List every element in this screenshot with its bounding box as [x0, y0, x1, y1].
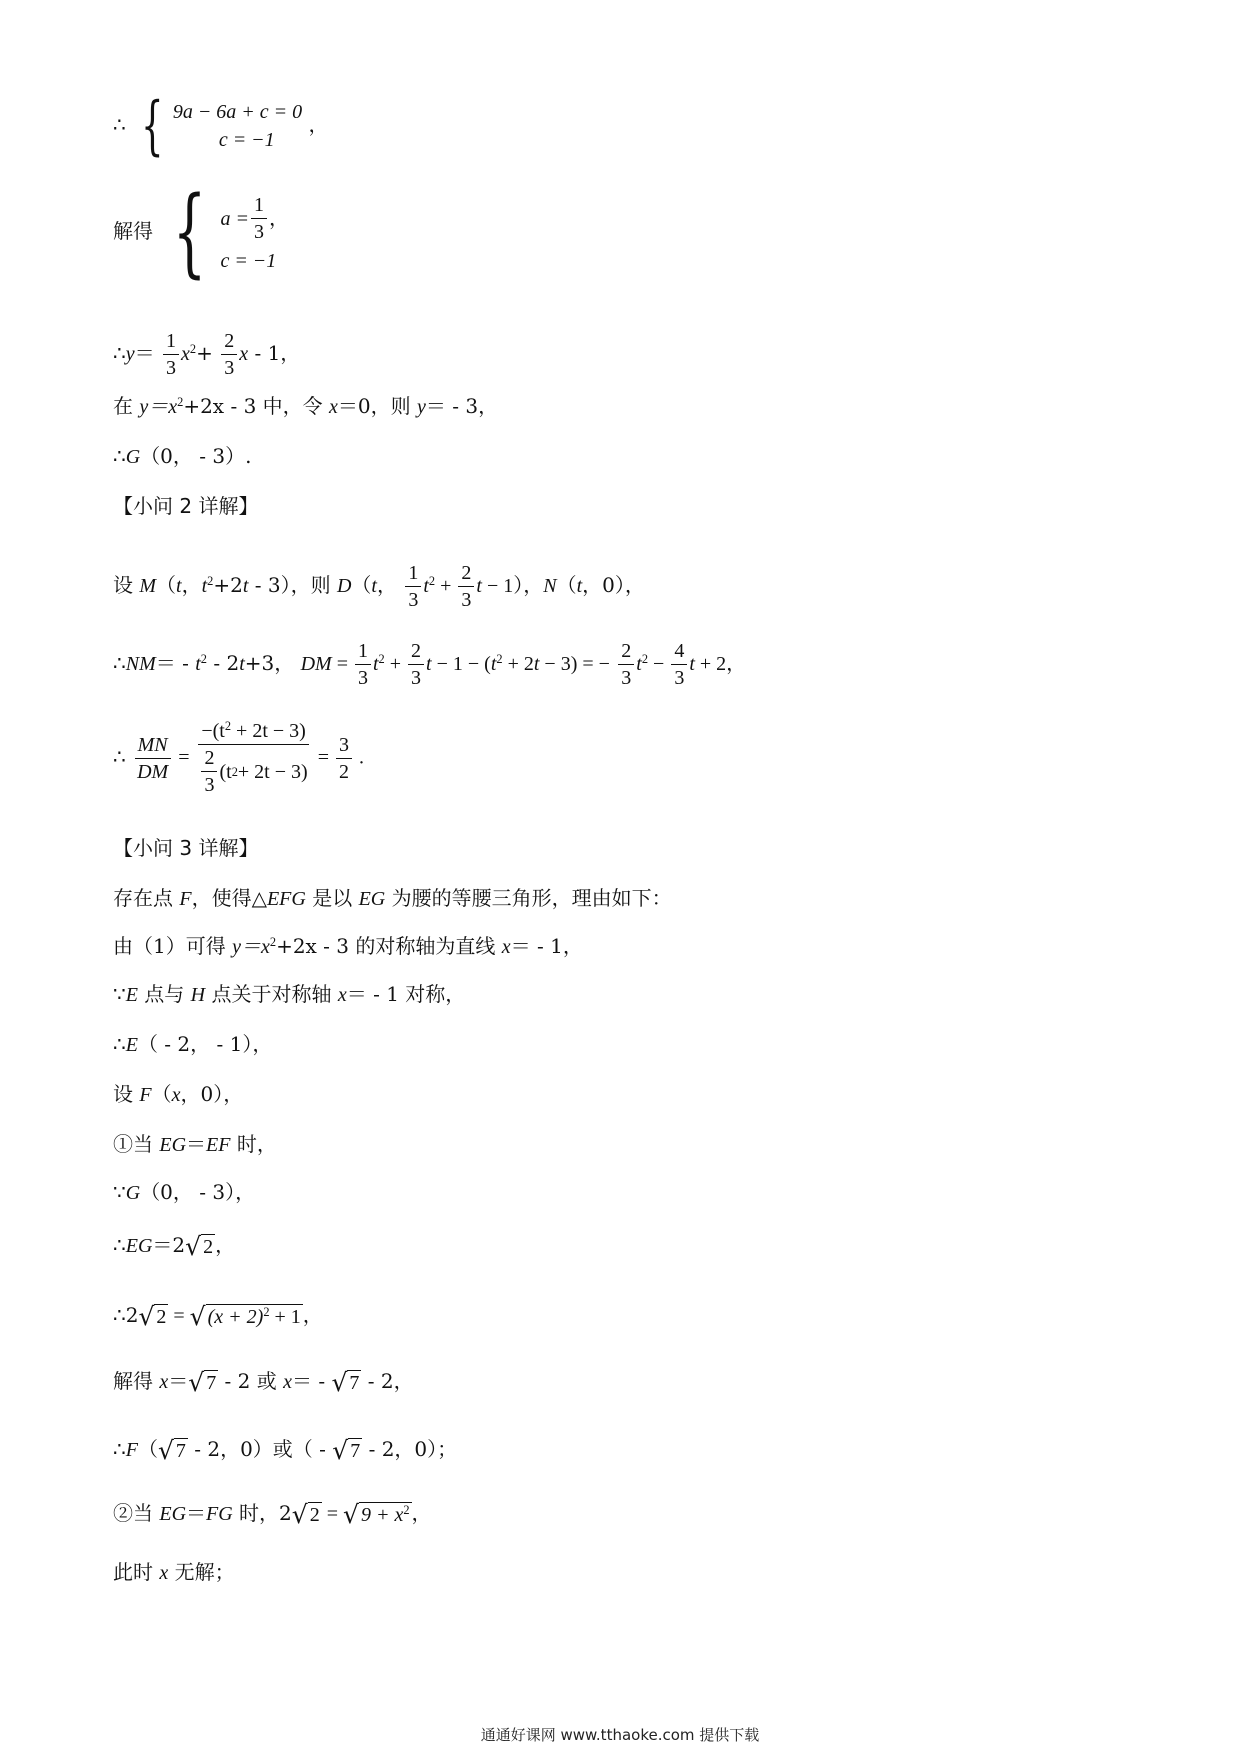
- text: 时，2: [232, 1501, 292, 1525]
- text: 9 + x: [360, 1504, 404, 1526]
- denominator: 3: [165, 357, 176, 379]
- text: （ - 2， - 1），: [137, 1032, 273, 1056]
- text: 是以: [305, 886, 359, 910]
- therefore-symbol: ∴: [113, 1032, 126, 1056]
- math: y＝x: [139, 396, 178, 418]
- var: t: [576, 575, 583, 597]
- text-line: [113, 1234, 235, 1259]
- text: - 2 或: [218, 1369, 284, 1393]
- text-line: [113, 640, 746, 689]
- radicand: [206, 1304, 303, 1329]
- radicand: 7: [350, 1440, 361, 1462]
- var: x: [171, 1084, 181, 1106]
- var: N: [543, 575, 557, 597]
- denominator: 3: [204, 774, 215, 796]
- var: t: [426, 653, 432, 675]
- text: ②当: [113, 1501, 160, 1525]
- system-equation-1: [113, 88, 329, 163]
- denominator: 3: [357, 667, 368, 689]
- exponent: 2: [189, 342, 197, 357]
- var: F: [125, 1439, 138, 1461]
- var: E: [125, 984, 138, 1006]
- radicand: 7: [349, 1372, 360, 1394]
- text: − 3) = −: [539, 653, 610, 675]
- punct: ，: [268, 207, 289, 230]
- fraction: [196, 720, 310, 796]
- var: t: [176, 575, 182, 597]
- text: 设: [113, 1082, 140, 1106]
- because-symbol: ∵: [113, 982, 126, 1006]
- radicand: 2: [203, 1236, 214, 1258]
- text-line: [113, 936, 583, 957]
- sqrt: [185, 1234, 215, 1259]
- radical-icon: √: [291, 1500, 308, 1529]
- because-symbol: ∵: [113, 1180, 126, 1204]
- radical-icon: √: [157, 1436, 174, 1465]
- equation-parabola: [113, 330, 300, 379]
- text: ＝ -: [155, 651, 196, 675]
- denominator: 2: [338, 760, 349, 783]
- text: + 2: [502, 653, 534, 675]
- var: x: [329, 396, 338, 418]
- exponent: 2: [263, 1305, 270, 1320]
- radical-icon: √: [188, 1368, 205, 1397]
- radical-icon: √: [331, 1368, 348, 1397]
- fraction: [251, 194, 267, 243]
- var: x: [283, 1371, 292, 1393]
- var: x: [239, 343, 249, 365]
- system-row: 9a − 6a + c = 0: [172, 101, 303, 123]
- text-line: [113, 562, 645, 611]
- text: ＝0，则: [337, 394, 417, 418]
- text: ＝: [186, 1132, 207, 1156]
- text: ＝ - 3，: [425, 394, 499, 418]
- text: +2x - 3 的对称轴为直线: [276, 934, 502, 958]
- therefore-symbol: ∴: [113, 112, 126, 137]
- var: EF: [206, 1134, 231, 1156]
- var: F: [139, 1084, 152, 1106]
- text: + 2t − 3): [237, 760, 308, 783]
- text: +2: [213, 573, 243, 597]
- numerator: [198, 720, 308, 745]
- text: 设: [113, 573, 140, 597]
- text: − 1 − (: [431, 653, 491, 675]
- fraction: [405, 562, 421, 611]
- text: − 1），: [481, 575, 544, 597]
- var: NM: [125, 653, 156, 675]
- op: =: [173, 746, 195, 769]
- fraction: [201, 747, 217, 796]
- text: 在: [113, 394, 140, 418]
- therefore-symbol: ∴: [113, 651, 126, 675]
- punct: ，: [302, 1303, 323, 1327]
- op: =: [321, 1503, 344, 1525]
- text: 此时: [113, 1560, 160, 1584]
- var: EG: [125, 1235, 153, 1257]
- section-heading: 【小问 2 详解】: [113, 494, 259, 518]
- system-row: c = −1: [218, 129, 275, 151]
- text: - 2: [206, 651, 240, 675]
- text: + 2，: [694, 653, 747, 675]
- exponent: 2: [207, 574, 214, 589]
- fraction: [336, 734, 352, 783]
- var: t: [533, 653, 540, 675]
- text-line: [113, 888, 672, 909]
- text: - 1，: [248, 341, 301, 365]
- numerator: 2: [408, 640, 424, 665]
- ratio-equation: [113, 720, 364, 796]
- page-footer: 通通好课网 www.tthaoke.com 提供下载: [480, 1726, 760, 1744]
- text: ＝2: [152, 1233, 186, 1257]
- therefore-symbol: ∴: [113, 341, 126, 365]
- text: (t: [219, 760, 232, 783]
- text: 为腰的等腰三角形，理由如下：: [385, 886, 672, 910]
- text: （: [137, 1437, 158, 1461]
- text: 点与: [137, 982, 191, 1006]
- denominator: 3: [621, 667, 632, 689]
- var: t: [201, 575, 208, 597]
- exponent: 2: [496, 652, 503, 667]
- radicand: 2: [309, 1504, 320, 1526]
- text-line: [113, 1438, 457, 1463]
- text: 由（1）可得: [113, 934, 233, 958]
- text: ＝ -: [292, 1369, 332, 1393]
- var: DM: [300, 653, 332, 675]
- text-jiede: 解得: [113, 219, 153, 243]
- fraction: [134, 734, 171, 783]
- text: - 3），则: [248, 573, 337, 597]
- text: ，0），: [180, 1082, 244, 1106]
- text: - 2，0）或（ -: [187, 1437, 333, 1461]
- fraction: [671, 640, 687, 689]
- var: t: [423, 575, 429, 597]
- numerator: 2: [221, 330, 237, 355]
- var: H: [190, 984, 206, 1006]
- text-line: [113, 396, 498, 417]
- text-line: [113, 1370, 414, 1395]
- therefore-symbol: ∴: [113, 1233, 126, 1257]
- var: x: [501, 936, 511, 958]
- op: +: [196, 341, 213, 365]
- exponent: 2: [177, 395, 184, 410]
- text: + 1: [269, 1306, 301, 1328]
- text-line: [113, 1134, 277, 1155]
- var: EG: [358, 888, 386, 910]
- text: （0， - 3）.: [140, 444, 252, 468]
- text-line: [113, 1034, 272, 1055]
- text: ＝: [186, 1501, 207, 1525]
- numerator: 2: [618, 640, 634, 665]
- var: x: [159, 1562, 169, 1584]
- var: t: [239, 653, 245, 675]
- text-line: [113, 1502, 432, 1527]
- equation-system: [132, 88, 303, 163]
- text: - 2，0）；: [362, 1437, 458, 1461]
- text-line: [113, 1182, 255, 1203]
- text: ，0），: [582, 573, 645, 597]
- brace-icon: {: [173, 175, 207, 288]
- var: x: [159, 1371, 169, 1393]
- var: EG: [159, 1134, 187, 1156]
- denominator: 3: [253, 221, 264, 243]
- denominator: 3: [224, 357, 235, 379]
- therefore-symbol: ∴: [113, 1437, 126, 1461]
- var: D: [336, 575, 352, 597]
- system-solution: [113, 175, 289, 288]
- var: t: [371, 575, 377, 597]
- sqrt: [158, 1438, 188, 1463]
- radical-icon: √: [138, 1302, 155, 1331]
- radicand: 7: [206, 1372, 217, 1394]
- section-heading: 【小问 3 详解】: [113, 836, 259, 860]
- var: G: [125, 446, 141, 468]
- text-line: [113, 1084, 243, 1105]
- exponent: 2: [428, 574, 436, 589]
- fraction: [221, 330, 237, 379]
- var: x: [180, 343, 190, 365]
- punct: .: [353, 746, 364, 769]
- text: 解得: [113, 1369, 160, 1393]
- op: ＝: [134, 341, 155, 365]
- radicand: 2: [156, 1306, 167, 1328]
- numerator: 2: [201, 747, 217, 772]
- denominator: 3: [411, 667, 422, 689]
- fraction: [355, 640, 371, 689]
- numerator: 3: [336, 734, 352, 759]
- denominator: 3: [461, 589, 472, 611]
- exponent: 2: [269, 935, 277, 950]
- brace-icon: {: [141, 88, 164, 163]
- fraction: [458, 562, 474, 611]
- var: t: [372, 653, 379, 675]
- text-line: [113, 1304, 323, 1329]
- var: EG: [159, 1503, 187, 1525]
- sqrt: [332, 1438, 362, 1463]
- numerator: 4: [671, 640, 687, 665]
- var: y: [125, 343, 135, 365]
- text: 无解；: [168, 1560, 235, 1584]
- var: E: [125, 1034, 138, 1056]
- denominator: $\frac{2}{3}$ (t 2 + 2t − 3): [196, 745, 310, 796]
- text: ∴2: [113, 1303, 139, 1327]
- text: ＝: [168, 1369, 189, 1393]
- var: F: [179, 888, 192, 910]
- sqrt: [292, 1502, 322, 1527]
- text: - 2，: [361, 1369, 414, 1393]
- text: 时，: [230, 1132, 277, 1156]
- numerator: 2: [458, 562, 474, 587]
- fraction: [618, 640, 634, 689]
- system-row: [220, 190, 289, 247]
- var: t: [689, 653, 695, 675]
- therefore-symbol: ∴: [113, 444, 126, 468]
- text-line: [113, 984, 465, 1005]
- system-row: c = −1: [220, 250, 277, 272]
- sqrt: [188, 1370, 218, 1395]
- text: （: [556, 573, 577, 597]
- var: G: [125, 1182, 141, 1204]
- text: 点关于对称轴: [205, 982, 338, 1006]
- fraction: [408, 640, 424, 689]
- sqrt: [331, 1370, 361, 1395]
- var: t: [242, 575, 249, 597]
- text-line: [113, 446, 251, 467]
- sqrt: [190, 1304, 303, 1329]
- numerator: MN: [135, 734, 171, 759]
- fraction: [163, 330, 179, 379]
- var: t: [636, 653, 642, 675]
- text: ，使得△: [191, 886, 267, 910]
- op: =: [312, 746, 334, 769]
- radicand: [359, 1502, 412, 1527]
- radical-icon: √: [185, 1232, 202, 1261]
- punct: ，: [215, 1233, 236, 1257]
- text: +2x - 3 中，令: [183, 394, 330, 418]
- sqrt: [138, 1304, 168, 1329]
- equation-system: [159, 175, 289, 288]
- radical-icon: √: [343, 1500, 359, 1529]
- var: M: [139, 575, 157, 597]
- text: ＝ - 1 对称，: [346, 982, 466, 1006]
- denominator: DM: [137, 760, 169, 783]
- text: −(t: [201, 720, 225, 742]
- var: FG: [206, 1503, 233, 1525]
- numerator: 1: [163, 330, 179, 355]
- denominator: 3: [674, 667, 685, 689]
- punct: ，: [411, 1501, 432, 1525]
- text-line: [113, 1562, 235, 1583]
- text: （: [156, 573, 177, 597]
- exponent: 2: [403, 1503, 410, 1518]
- text: + 2t − 3): [231, 720, 306, 742]
- text: ①当: [113, 1132, 160, 1156]
- text: ，: [181, 573, 202, 597]
- lhs: a =: [220, 207, 249, 230]
- op: −: [648, 653, 670, 675]
- var: t: [476, 575, 482, 597]
- var: y: [417, 396, 426, 418]
- var: EFG: [266, 888, 306, 910]
- denominator: 3: [408, 589, 419, 611]
- exponent: 2: [224, 719, 232, 734]
- op: +: [384, 653, 407, 675]
- text: （: [351, 573, 372, 597]
- op: +: [435, 575, 457, 597]
- therefore-symbol: ∴: [113, 744, 126, 769]
- text: +3，: [244, 651, 301, 675]
- punct: ，: [308, 112, 329, 137]
- op: =: [168, 1305, 190, 1327]
- text: （: [151, 1082, 172, 1106]
- text: 存在点: [113, 886, 180, 910]
- op: =: [331, 653, 353, 675]
- text: （0， - 3），: [140, 1180, 256, 1204]
- numerator: 1: [355, 640, 371, 665]
- exponent: 2: [641, 652, 649, 667]
- radicand: 7: [175, 1440, 186, 1462]
- text: ＝ - 1，: [510, 934, 583, 958]
- text: ，: [376, 573, 397, 597]
- text: (x + 2): [207, 1306, 264, 1328]
- radical-icon: √: [332, 1436, 349, 1465]
- sqrt: [343, 1502, 412, 1527]
- math: y＝x: [232, 936, 270, 958]
- numerator: 1: [251, 194, 267, 219]
- var: t: [195, 653, 201, 675]
- var: t: [490, 653, 497, 675]
- numerator: 1: [405, 562, 421, 587]
- exponent: 2: [200, 652, 207, 667]
- exponent: 2: [378, 652, 385, 667]
- var: x: [337, 984, 347, 1006]
- radical-icon: √: [189, 1302, 206, 1331]
